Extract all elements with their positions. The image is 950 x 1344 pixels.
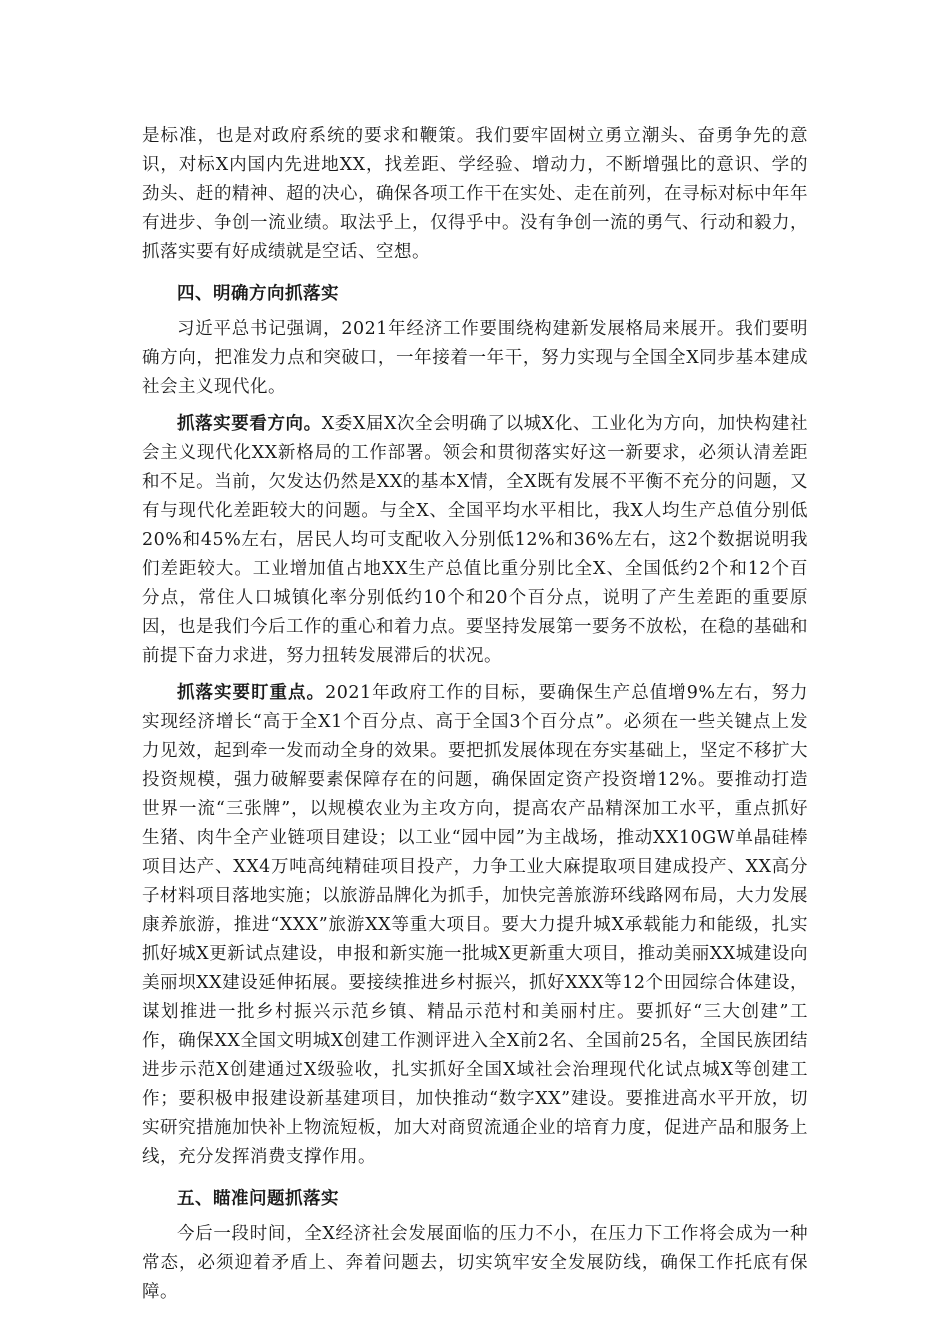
paragraph-look-at-direction [142,410,808,671]
paragraph-direction-intro: 习近平总书记强调，2021年经济工作要围绕构建新发展格局来展开。我们要明确方向，把准发力点和突破口，一年接着一年干，努力实现与全国全X同步基本建成社会主义现代化。 [142,319,808,397]
section-heading-5: 五、瞄准问题抓落实 [177,1189,339,1209]
paragraph-body-text: 2021年政府工作的目标，要确保生产总值增9%左右，努力实现经济增长“高于全X1个百分点、高于全国3个百分点”。必须在一些关键点上发力见效，起到牵一发而动全身的效果。要把抓发展体现在夯实基础上，坚定不移扩大投资规模，强力破解要素保障存在的问题，确保固定资产投资增12%。要推动打造世界一流“三张牌”，以规模农业为主攻方向，提高农产品精深加工水平，重点抓好生猪、肉牛全产业链项目建设；以工业“园中园”为主战场，推动XX10GW单晶硅棒项目达产、XX4万吨高纯精硅项目投产，力争工业大麻提取项目建成投产、XX高分子材料项目落地实施；以旅游品牌化为抓手，加快完善旅游环线路网布局，大力发展康养旅游，推进“XXX”旅游XX等重大项目。要大力提升城X承载能力和能级，扎实抓好城X更新试点建设，申报和新实施一批城X更新重大项目，推动美丽XX城建设向美丽坝XX建设延伸拓展。要接续推进乡村振兴，抓好XXX等12个田园综合体建设，谋划推进一批乡村振兴示范乡镇、精品示范村和美丽村庄。要抓好“三大创建”工作，确保XX全国文明城X创建工作测评进入全X前2名、全国前25名，全国民族团结进步示范X创建通过X级验收，扎实抓好全国X域社会治理现代化试点城X等创建工作；要积极申报建设新基建项目，加快推动“数字XX”建设。要推进高水平开放，切实研究措施加快补上物流短板，加大对商贸流通企业的培育力度，促进产品和服务上线，充分发挥消费支撑作用。 [142,683,808,1167]
paragraph-body-text: X委X届X次全会明确了以城X化、工业化为方向，加快构建社会主义现代化XX新格局的工作部署。领会和贯彻落实好这一新要求，必须认清差距和不足。当前，欠发达仍然是XX的基本X情，全X既有发展不平衡不充分的问题，又有与现代化差距较大的问题。与全X、全国平均水平相比，我X人均生产总值分别低20%和45%左右，居民人均可支配收入分别低12%和36%左右，这2个数据说明我们差距较大。工业增加值占地XX生产总值比重分别比全X、全国低约2个和12个百分点，常住人口城镇化率分别低约10个和20个百分点，说明了产生差距的重要原因，也是我们今后工作的重心和着力点。要坚持发展第一要务不放松，在稳的基础和前提下奋力求进，努力扭转发展滞后的状况。 [142,414,809,666]
paragraph-continuation: 是标准，也是对政府系统的要求和鞭策。我们要牢固树立勇立潮头、奋勇争先的意识，对标X内国内先进地XX，找差距、学经验、增动力，不断增强比的意识、学的劲头、赶的精神、超的决心，确保各项工作干在实处、走在前列，在寻标对标中年年有进步、争创一流业绩。取法乎上，仅得乎中。没有争创一流的勇气、行动和毅力，抓落实要有好成绩就是空话、空想。 [142,126,808,262]
paragraph-problems-intro: 今后一段时间，全X经济社会发展面临的压力不小，在压力下工作将会成为一种常态，必须迎着矛盾上、奔着问题去，切实筑牢安全发展防线，确保工作托底有保障。 [142,1224,808,1302]
paragraph-focus-on-key-points [142,679,808,1172]
section-heading-4: 四、明确方向抓落实 [177,284,339,304]
paragraph-lead-text: 抓落实要看方向。 [177,414,322,434]
paragraph-lead-text: 抓落实要盯重点。 [177,683,326,703]
